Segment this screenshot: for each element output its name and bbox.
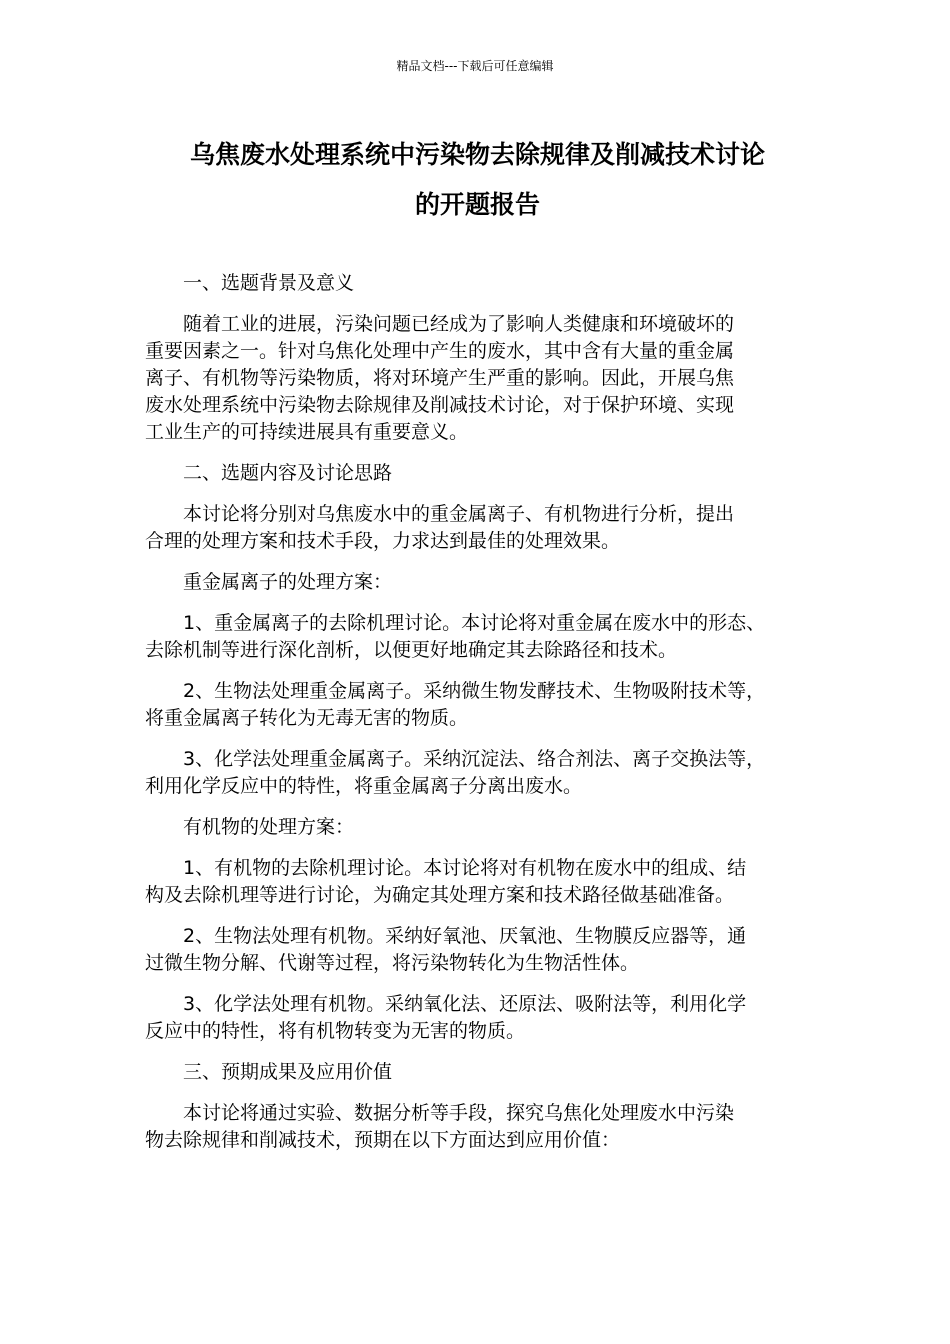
title-line-1: 乌焦废水处理系统中污染物去除规律及削减技术讨论 bbox=[189, 140, 765, 169]
text-line: 随着工业的进展，污染问题已经成为了影响人类健康和环境破坏的 bbox=[183, 313, 735, 335]
text-line: 物去除规律和削减技术，预期在以下方面达到应用价值： bbox=[145, 1129, 621, 1151]
text-line: 3、化学法处理重金属离子。采纳沉淀法、络合剂法、离子交换法等， bbox=[183, 748, 766, 770]
metal-item-2 bbox=[145, 678, 811, 732]
document-title bbox=[145, 134, 810, 226]
text-line: 2、生物法处理有机物。采纳好氧池、厌氧池、生物膜反应器等，通 bbox=[183, 925, 747, 947]
text-line: 3、化学法处理有机物。采纳氧化法、还原法、吸附法等，利用化学 bbox=[183, 993, 747, 1015]
section-heading-background: 一、选题背景及意义 bbox=[183, 272, 355, 294]
section-heading-results: 三、预期成果及应用价值 bbox=[183, 1061, 393, 1083]
text-line: 过微生物分解、代谢等过程，将污染物转化为生物活性体。 bbox=[145, 952, 640, 974]
header-note: 精品文档---下载后可任意编辑 bbox=[396, 59, 554, 73]
text-line: 离子、有机物等污染物质，将对环境产生严重的影响。因此，开展乌焦 bbox=[145, 367, 735, 389]
text-line: 反应中的特性，将有机物转变为无害的物质。 bbox=[145, 1020, 526, 1042]
organic-item-1 bbox=[145, 855, 811, 909]
text-line: 2、生物法处理重金属离子。采纳微生物发酵技术、生物吸附技术等， bbox=[183, 680, 766, 702]
organic-item-3 bbox=[145, 991, 811, 1045]
text-line: 1、有机物的去除机理讨论。本讨论将对有机物在废水中的组成、结 bbox=[183, 857, 747, 879]
subheading-organic-plan: 有机物的处理方案： bbox=[183, 816, 355, 838]
paragraph-background bbox=[145, 311, 811, 446]
paragraph-results bbox=[145, 1100, 811, 1154]
text-line: 去除机制等进行深化剖析，以便更好地确定其去除路径和技术。 bbox=[145, 639, 678, 661]
text-line: 本讨论将分别对乌焦废水中的重金属离子、有机物进行分析，提出 bbox=[183, 503, 735, 525]
text-line: 本讨论将通过实验、数据分析等手段，探究乌焦化处理废水中污染 bbox=[183, 1102, 735, 1124]
section-heading-content: 二、选题内容及讨论思路 bbox=[183, 462, 393, 484]
text-line: 废水处理系统中污染物去除规律及削减技术讨论，对于保护环境、实现 bbox=[145, 394, 735, 416]
text-line: 1、重金属离子的去除机理讨论。本讨论将对重金属在废水中的形态、 bbox=[183, 612, 766, 634]
document-body bbox=[145, 270, 811, 1168]
text-line: 重要因素之一。针对乌焦化处理中产生的废水，其中含有大量的重金属 bbox=[145, 340, 735, 362]
text-line: 将重金属离子转化为无毒无害的物质。 bbox=[145, 707, 469, 729]
text-line: 工业生产的可持续进展具有重要意义。 bbox=[145, 421, 469, 443]
text-line: 利用化学反应中的特性，将重金属离子分离出废水。 bbox=[145, 775, 583, 797]
metal-item-1 bbox=[145, 610, 811, 664]
subheading-metal-plan: 重金属离子的处理方案： bbox=[183, 571, 393, 593]
text-line: 合理的处理方案和技术手段，力求达到最佳的处理效果。 bbox=[145, 530, 621, 552]
text-line: 构及去除机理等进行讨论，为确定其处理方案和技术路径做基础准备。 bbox=[145, 884, 735, 906]
title-line-2: 的开题报告 bbox=[414, 190, 540, 219]
organic-item-2 bbox=[145, 923, 811, 977]
metal-item-3 bbox=[145, 746, 811, 800]
paragraph-content-intro bbox=[145, 501, 811, 555]
